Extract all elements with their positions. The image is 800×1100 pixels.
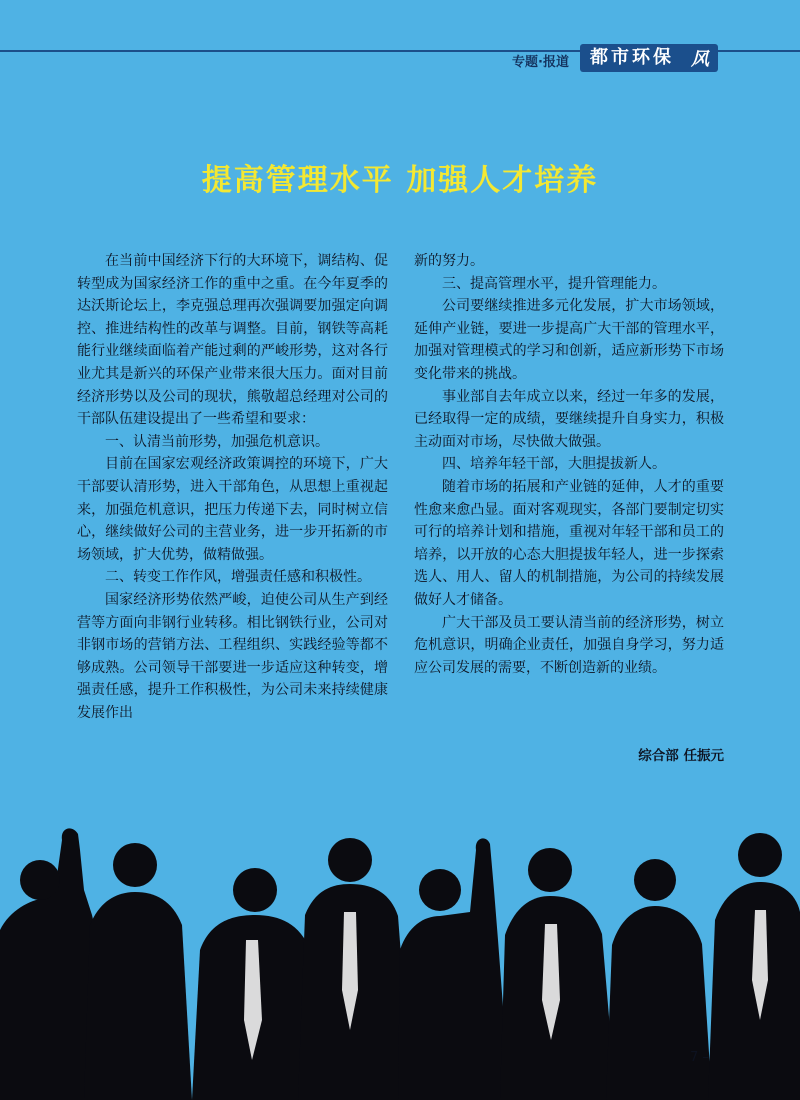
section-label: 专题·报道 [512, 55, 569, 70]
article-title: 提高管理水平 加强人才培养 [201, 163, 599, 198]
article-column-right [414, 250, 724, 679]
section-heading: 二、转变工作作风，增强责任感和积极性。 [105, 569, 371, 586]
page-number: 7 – [690, 1050, 709, 1065]
paragraph: 公司要继续推进多元化发展，扩大市场领域，延伸产业链，要进一步提高广大干部的管理水平，加强对管理模式的学习和创新，适应新形势下市场变化带来的挑战。 [414, 298, 724, 382]
section-heading: 三、提高管理水平，提升管理能力。 [442, 275, 666, 292]
brand-banner [580, 44, 718, 72]
paragraph: 在当前中国经济下行的大环境下，调结构、促转型成为国家经济工作的重中之重。在今年夏季的达沃斯论坛上，李克强总理再次强调要加强定向调控、推进结构性的改革与调整。目前，钢铁等高耗能行业继续面临着产能过剩的严峻形势，这对各行业尤其是新兴的环保产业带来很大压力。面对目前经济形势以及公司的现状，熊敬超总经理对公司的干部队伍建设提出了一些希望和要求： [77, 253, 388, 428]
author-signature: 综合部 任振元 [638, 748, 724, 764]
paragraph: 随着市场的拓展和产业链的延伸，人才的重要性愈来愈凸显。面对客观现实，各部门要制定切实可行的培养计划和措施，重视对年轻干部和员工的培养，以开放的心态大胆提拔年轻人，进一步探索选人、用人、留人的机制措施，为公司的持续发展做好人才储备。 [414, 478, 724, 608]
paragraph: 广大干部及员工要认清当前的经济形势，树立危机意识，明确企业责任，加强自身学习，努力适应公司发展的需要，不断创造新的业绩。 [414, 614, 724, 676]
paragraph-continued: 新的努力。 [414, 253, 484, 269]
business-people-silhouettes [0, 820, 800, 1100]
section-heading: 四、培养年轻干部，大胆提拔新人。 [442, 456, 666, 473]
section-heading: 一、认清当前形势，加强危机意识。 [105, 433, 329, 450]
article-column-left [77, 250, 388, 724]
brand-text: 都市环保 [590, 47, 674, 68]
paragraph: 事业部自去年成立以来，经过一年多的发展，已经取得一定的成绩，要继续提升自身实力，积极主动面对市场，尽快做大做强。 [414, 388, 724, 450]
brand-mark: 风 [691, 49, 712, 70]
paragraph: 目前在国家宏观经济政策调控的环境下，广大干部要认清形势，进入干部角色，从思想上重视起来，加强危机意识，把压力传递下去，同时树立信心，继续做好公司的主营业务，进一步开拓新的市场领域，扩大优势，做精做强。 [77, 456, 388, 563]
paragraph: 国家经济形势依然严峻，迫使公司从生产到经营等方面向非钢行业转移。相比钢铁行业，公司对非钢市场的营销方法、工程组织、实践经验等都不够成熟。公司领导干部要进一步适应这种转变，增强责任感，提升工作积极性，为公司未来持续健康发展作出 [77, 591, 388, 721]
